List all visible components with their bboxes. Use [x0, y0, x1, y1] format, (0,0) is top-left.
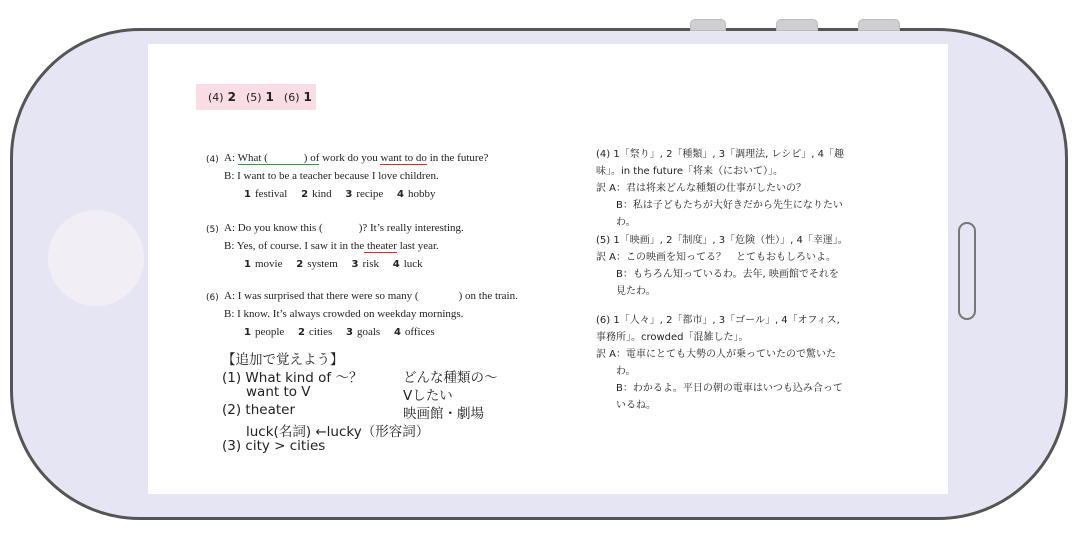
explanation-4-line: B：私は子どもたちが大好きだから先生になりたい	[616, 200, 843, 211]
answer-val: 2	[227, 90, 236, 104]
want-to-do-underlined: want to do	[380, 152, 427, 164]
sentence-text: last year.	[396, 240, 439, 252]
options: 1 people 2 cities 3 goals 4 offices	[244, 326, 435, 338]
question-number: (5)	[206, 225, 219, 235]
explanation-6-line: いるね。	[616, 400, 656, 411]
speaker-a: A: I was surprised that there were so many (	[224, 290, 419, 302]
volume-button	[776, 19, 818, 31]
explanation-5-line: 見たわ。	[616, 286, 656, 297]
answer-num: (6)	[283, 90, 300, 104]
explanation-4-line: 訳 A：君は将来どんな種類の仕事がしたいの？	[596, 183, 807, 194]
explanation-6-line: 訳 A：電車にとても大勢の人が乗っていたので驚いた	[596, 349, 837, 360]
explanation-5-line: (5) 1「映画」, 2「制度」, 3「危険（性）」, 4「幸運」。	[596, 235, 848, 246]
sentence-text: )? It’s really interesting.	[358, 222, 464, 234]
memo-line: luck(名詞) ←lucky（形容詞）	[246, 424, 430, 440]
memo-line: (2) theater	[222, 402, 295, 418]
explanation-4-line: (4) 1「祭り」, 2「種類」, 3「調理法, レシピ」, 4「趣	[596, 149, 844, 160]
explanation-6-line: (6) 1「人々」, 2「都市」, 3「ゴール」, 4「オフィス,	[596, 315, 840, 326]
question-number: (6)	[206, 293, 219, 303]
sentence-text: in the future?	[426, 152, 489, 164]
memo-line: (1) What kind of ～？	[222, 370, 363, 386]
answer-val: 1	[265, 90, 274, 104]
explanation-6-line: B：わかるよ。平日の朝の電車はいつも込み合って	[616, 383, 843, 394]
explanation-4-line: 味」。in the future「将来（において）」。	[596, 166, 784, 177]
home-button[interactable]	[48, 210, 144, 306]
memo-line: 映画館・劇場	[403, 406, 484, 422]
document-screen	[148, 44, 948, 494]
power-button	[858, 19, 900, 31]
memo-line: want to V	[246, 384, 311, 400]
sentence-text: ) on the train.	[458, 290, 518, 302]
volume-button	[690, 19, 726, 31]
what-underlined: What ( ) of	[237, 152, 320, 164]
options: 1 festival 2 kind 3 recipe 4 hobby	[244, 188, 436, 200]
theater-underlined: theater	[364, 240, 397, 252]
speaker-b: B: I know. It’s always crowded on weekday mornings.	[224, 308, 464, 320]
answer-num: (4)	[208, 90, 224, 104]
side-button	[958, 222, 976, 320]
memo-line: (3) city > cities	[222, 438, 326, 454]
speaker-b: B: Yes, of course. I saw it in the	[224, 240, 365, 252]
sentence-text: work do you	[319, 152, 381, 164]
question-number: (4)	[206, 155, 219, 165]
memo-line: どんな種類の～	[403, 370, 498, 386]
explanation-6-line: 事務所」。crowded「混雑した」。	[596, 332, 749, 343]
memo-title: 【追加で覚えよう】	[222, 352, 344, 368]
explanation-6-line: わ。	[616, 366, 636, 377]
answer-val: 1	[303, 90, 312, 104]
speaker-a: A: Do you know this (	[224, 222, 323, 234]
explanation-4-line: わ。	[616, 217, 636, 228]
speaker-b: B: I want to be a teacher because I love children.	[224, 170, 439, 182]
options: 1 movie 2 system 3 risk 4 luck	[244, 258, 423, 270]
explanation-5-line: B：もちろん知っているわ。去年, 映画館でそれを	[616, 269, 839, 280]
explanation-5-line: 訳 A：この映画を知ってる？ とてもおもしろいよ。	[596, 252, 837, 263]
answer-key	[196, 84, 316, 110]
speaker-a: A:	[224, 152, 238, 164]
answer-num: (5)	[245, 90, 262, 104]
memo-line: Vしたい	[403, 388, 453, 404]
